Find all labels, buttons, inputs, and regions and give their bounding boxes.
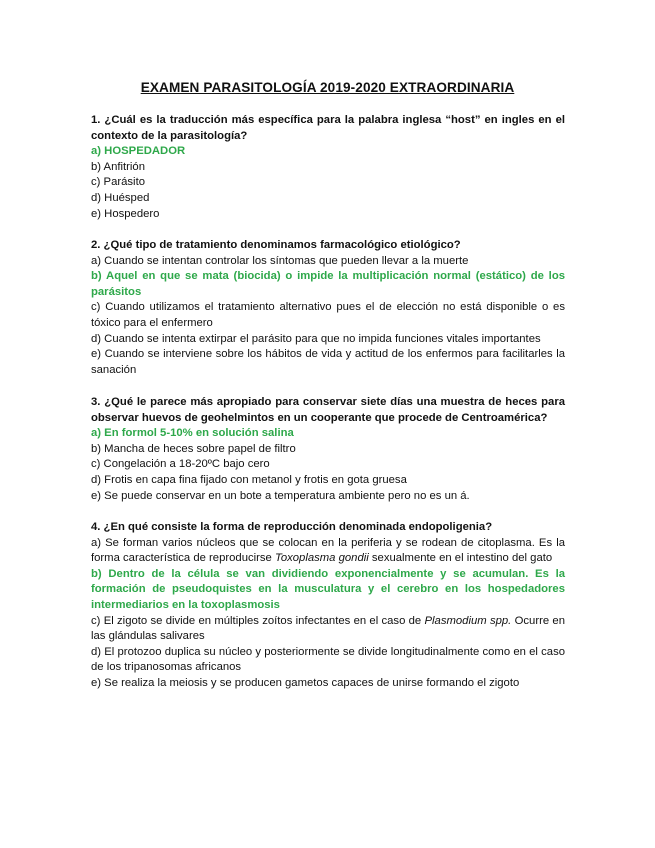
option-c: c) Congelación a 18-20ºC bajo cero [91, 458, 270, 471]
option-c: c) Cuando utilizamos el tratamiento alternativo pues el de elección no está disponible o es tóxico para el enfermero [91, 301, 565, 329]
option-c [91, 614, 565, 645]
option-text: a) Se forman varios núcleos que se colocan en la periferia y se rodean de citoplasma. Es la forma característica de reproducirse [91, 536, 565, 565]
option-d [91, 645, 565, 676]
species-name: Plasmodium spp. [424, 614, 512, 627]
question-text: 3. ¿Qué le parece más apropiado para conservar siete días una muestra de heces para observar huevos de geohelmintos en un cooperante que procede de Centroamérica? [91, 396, 565, 424]
option-e: e) Hospedero [91, 207, 160, 220]
species-name: Toxoplasma gondii [274, 552, 369, 565]
option-e: e) Cuando se interviene sobre los hábitos de vida y actitud de los enfermos para facilitarles la sanación [91, 348, 565, 376]
option-d: d) Huésped [91, 191, 150, 204]
question-1 [91, 113, 565, 222]
option-b: b) Anfitrión [91, 160, 146, 173]
option-c: c) Parásito [91, 176, 145, 189]
option-b: b) Mancha de heces sobre papel de filtro [91, 442, 296, 455]
option-text: c) El zigoto se divide en múltiples zoítos infectantes en el caso de [91, 614, 425, 627]
option-b-correct: b) Aquel en que se mata (biocida) o impide la multiplicación normal (estático) de los parásitos [91, 270, 565, 298]
option-text: Ocurre en las glándulas salivares [91, 614, 565, 643]
option-d: d) Cuando se intenta extirpar el parásito para que no impida funciones vitales importantes [91, 332, 541, 345]
option-d: d) Frotis en capa fina fijado con metanol y frotis en gota gruesa [91, 473, 407, 486]
option-a-correct: a) HOSPEDADOR [91, 145, 186, 158]
question-2 [91, 238, 565, 378]
option-e [91, 676, 565, 692]
option-text: d) El protozoo duplica su núcleo y posteriormente se divide longitudinalmente como en el caso de los tripanosomas africanos [91, 645, 565, 674]
question-4 [91, 520, 565, 692]
option-text: e) Se realiza la meiosis y se producen gametos capaces de unirse formando el zigoto [91, 676, 520, 689]
option-a: a) Cuando se intentan controlar los síntomas que pueden llevar a la muerte [91, 254, 469, 267]
option-text: b) Dentro de la célula se van dividiendo exponencialmente y se acumulan. Es la formación de pseudoquistes en la musculatura y el cerebro en los hospedadores intermediarios en la toxoplasmosis [91, 567, 565, 611]
option-e: e) Se puede conservar en un bote a temperatura ambiente pero no es un á. [91, 489, 470, 502]
question-3 [91, 395, 565, 504]
exam-title: EXAMEN PARASITOLOGÍA 2019-2020 EXTRAORDINARIA [140, 80, 515, 95]
option-text: sexualmente en el intestino del gato [368, 552, 553, 565]
question-text: 4. ¿En qué consiste la forma de reproducción denominada endopoligenia? [91, 521, 493, 533]
option-a [91, 536, 565, 567]
question-text: 1. ¿Cuál es la traducción más específica para la palabra inglesa “host” en ingles en el contexto de la parasitología? [91, 114, 565, 142]
question-text: 2. ¿Qué tipo de tratamiento denominamos farmacológico etiológico? [91, 239, 461, 251]
option-b-correct [91, 567, 565, 614]
option-a-correct: a) En formol 5-10% en solución salina [91, 427, 294, 440]
